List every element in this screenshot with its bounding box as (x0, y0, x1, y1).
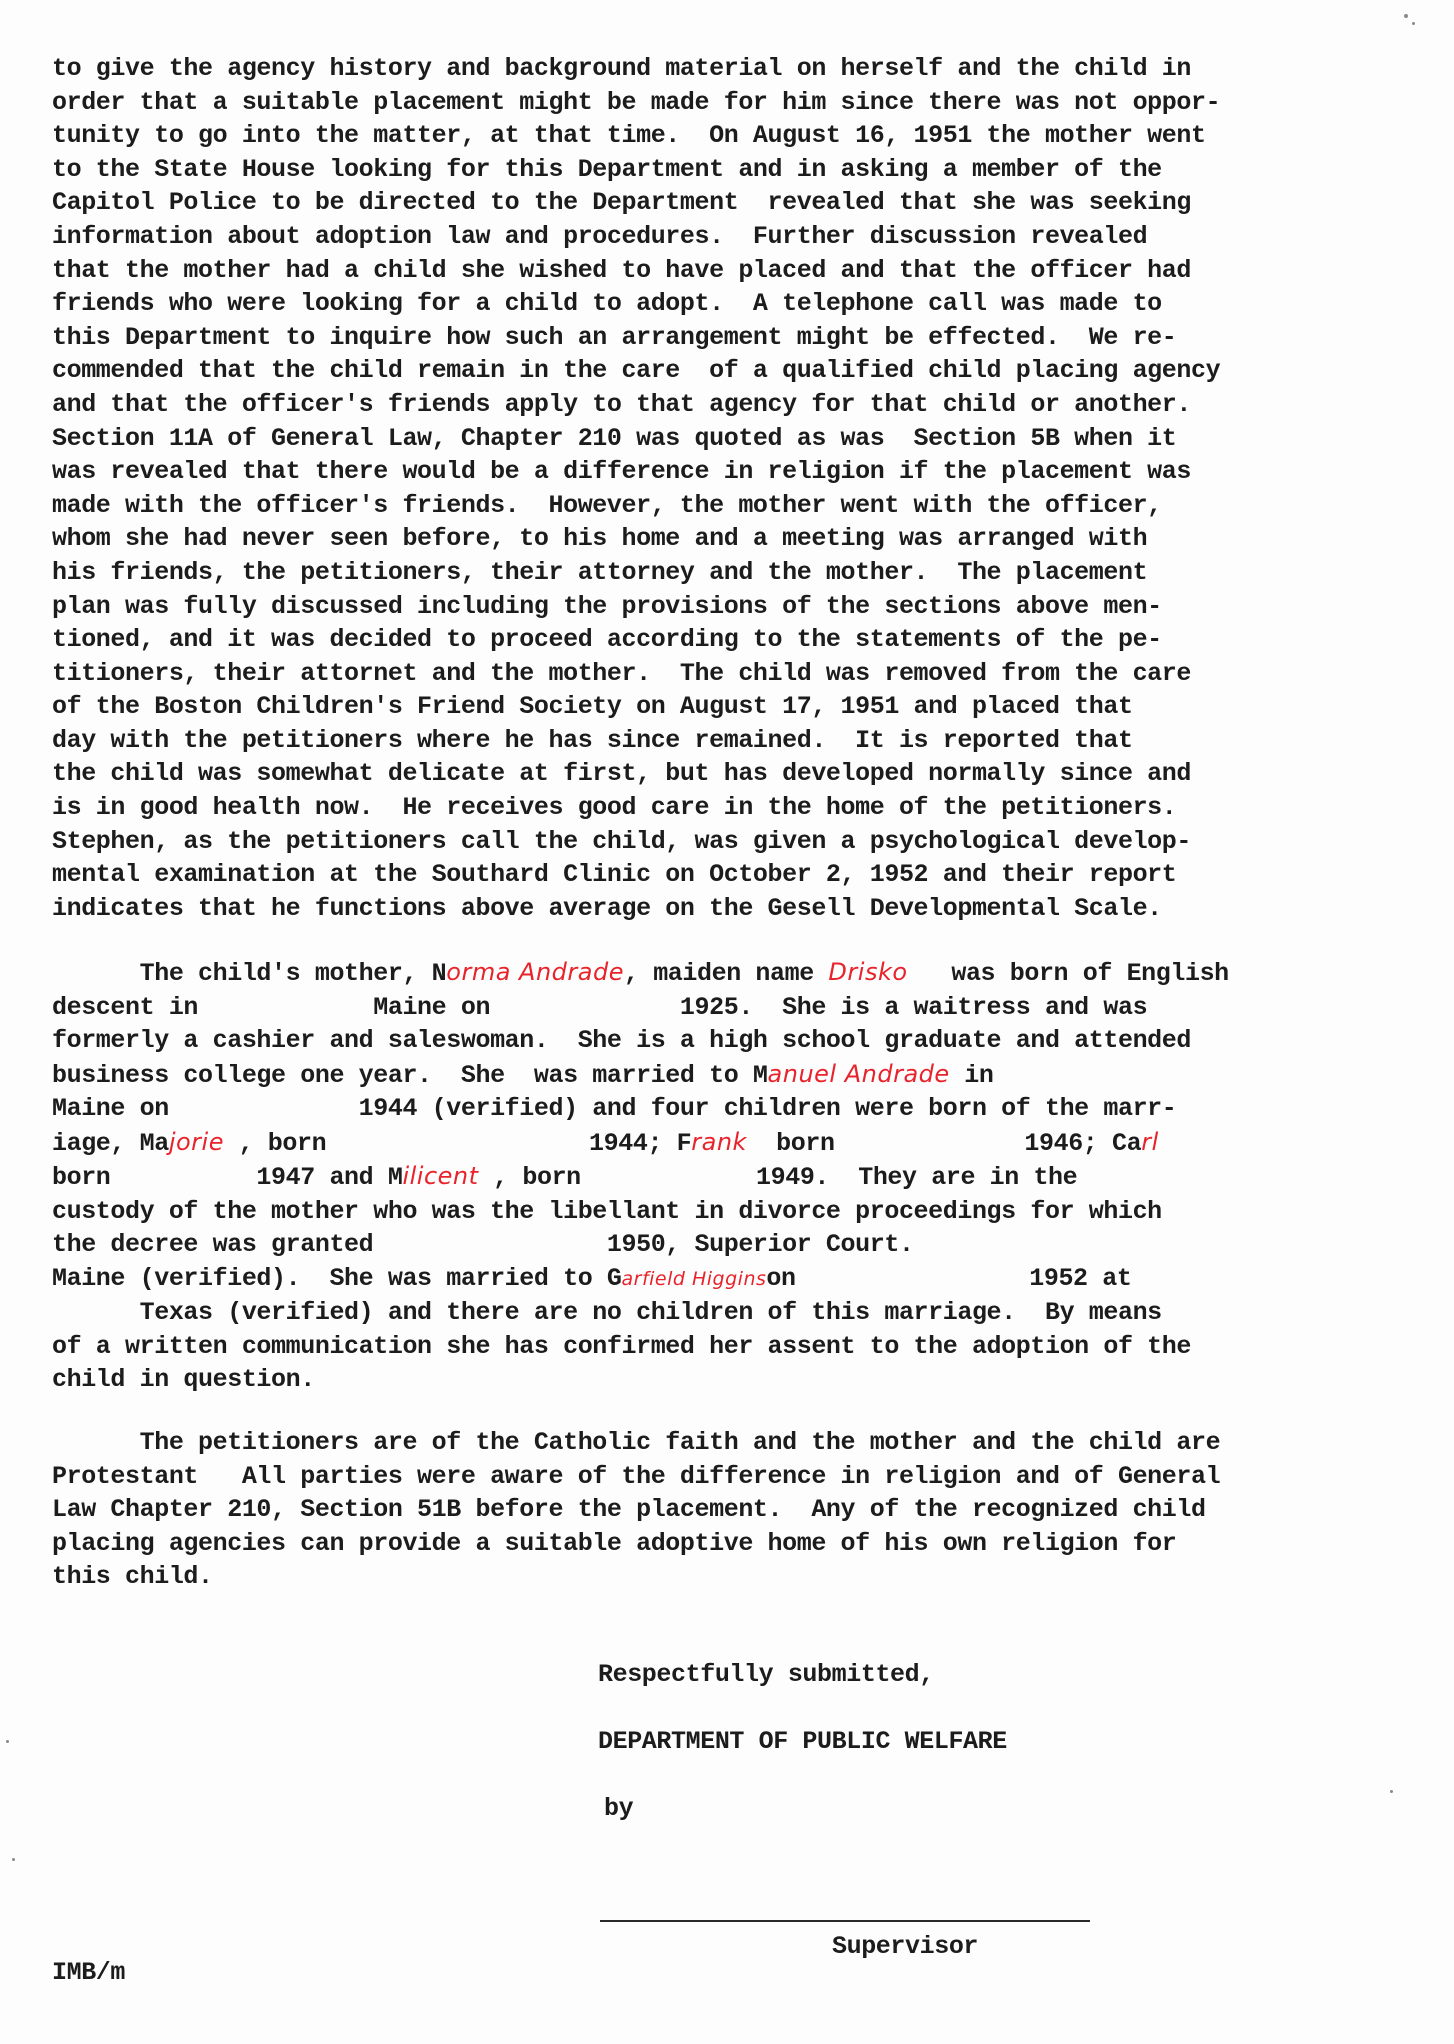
text-line: that the mother had a child she wished to have placed and that the officer had (52, 255, 1191, 285)
paragraph-mother-details (52, 956, 1229, 1397)
text-line: information about adoption law and procedures. Further discussion revealed (52, 221, 1148, 251)
scan-speck (6, 1740, 9, 1743)
text-line: Stephen, as the petitioners call the child, was given a psychological develop- (52, 826, 1191, 856)
text-line: Maine on 1944 (verified) and four children were born of the marr- (52, 1094, 1177, 1123)
scan-speck (1404, 14, 1408, 18)
text-line: custody of the mother who was the libellant in divorce proceedings for which (52, 1196, 1162, 1226)
scan-speck (1412, 22, 1415, 25)
text-line: Capitol Police to be directed to the Department revealed that she was seeking (52, 188, 1191, 218)
text-line: Section 11A of General Law, Chapter 210 was quoted as was Section 5B when it (52, 423, 1177, 453)
text-line: made with the officer's friends. However, the mother went with the officer, (52, 490, 1162, 520)
text-line: formerly a cashier and saleswoman. She is a high school graduate and attended (52, 1026, 1191, 1055)
text-line: the child was somewhat delicate at first, but has developed normally since and (52, 759, 1191, 789)
text-line: Law Chapter 210, Section 51B before the placement. Any of the recognized child (52, 1495, 1206, 1524)
text-line: Texas (verified) and there are no children of this marriage. By means (52, 1298, 1162, 1327)
scan-speck (12, 1858, 15, 1861)
text-line: The child's mother, Norma Andrade, maiden name Drisko was born of English (52, 958, 1229, 988)
closing-supervisor: Supervisor (832, 1932, 979, 1961)
text-line: was revealed that there would be a difference in religion if the placement was (52, 457, 1191, 487)
text-line: commended that the child remain in the care of a qualified child placing agency (52, 356, 1221, 386)
text-line: child in question. (52, 1365, 315, 1394)
text-line: to the State House looking for this Department and in asking a member of the (52, 154, 1162, 184)
text-line: this child. (52, 1562, 213, 1591)
signature-line (600, 1920, 1090, 1922)
text-line: whom she had never seen before, to his home and a meeting was arranged with (52, 524, 1148, 554)
text-line: placing agencies can provide a suitable adoptive home of his own religion for (52, 1528, 1177, 1558)
text-line: indicates that he functions above average on the Gesell Developmental Scale. (52, 893, 1162, 923)
text-line: born 1947 and Milicent , born 1949. They are in the (52, 1162, 1078, 1192)
closing-by: by (604, 1794, 634, 1823)
text-line: titioners, their attornet and the mother. The child was removed from the care (52, 658, 1191, 688)
handwritten-maiden-name: Drisko (828, 958, 908, 986)
text-line: this Department to inquire how such an arrangement might be effected. We re- (52, 322, 1177, 352)
text-line: tioned, and it was decided to proceed according to the statements of the pe- (52, 625, 1162, 655)
handwritten-second-husband-name: arfield Higgins (621, 1267, 767, 1290)
text-line: mental examination at the Southard Clinic on October 2, 1952 and their report (52, 860, 1177, 890)
text-line: of the Boston Children's Friend Society on August 17, 1951 and placed that (52, 692, 1133, 722)
text-line: plan was fully discussed including the provisions of the sections above men- (52, 591, 1162, 621)
text-line: Maine (verified). She was married to Garfield Higginson 1952 at (52, 1263, 1132, 1293)
paragraph-religion (52, 1426, 1220, 1594)
text-line: friends who were looking for a child to adopt. A telephone call was made to (52, 289, 1162, 319)
text-line: of a written communication she has confirmed her assent to the adoption of the (52, 1331, 1191, 1361)
text-line: The petitioners are of the Catholic faith and the mother and the child are (52, 1428, 1221, 1457)
text-line: day with the petitioners where he has since remained. It is reported that (52, 725, 1133, 755)
handwritten-child-name: ilicent (402, 1162, 479, 1190)
scan-speck (1390, 1790, 1393, 1793)
text-line: order that a suitable placement might be made for him since there was not oppor- (52, 87, 1221, 117)
text-line: iage, Majorie , born 1944; Frank born 1946; Carl (52, 1127, 1159, 1158)
handwritten-husband-name: anuel Andrade (767, 1059, 950, 1088)
text-line: Protestant All parties were aware of the difference in religion and of General (52, 1461, 1221, 1491)
typist-initials: IMB/m (52, 1958, 126, 1987)
handwritten-mother-name: orma Andrade (446, 958, 624, 986)
text-line: to give the agency history and background material on herself and the child in (52, 54, 1191, 83)
text-line: tunity to go into the matter, at that time. On August 16, 1951 the mother went (52, 121, 1206, 151)
text-line: and that the officer's friends apply to that agency for that child or another. (52, 389, 1191, 419)
closing-department: DEPARTMENT OF PUBLIC WELFARE (598, 1727, 1007, 1756)
text-line: the decree was granted 1950, Superior Court. (52, 1230, 914, 1259)
text-line: business college one year. She was married to Manuel Andrade in (52, 1059, 994, 1090)
paragraph-placement-history (52, 52, 1220, 925)
text-line: descent in Maine on 1925. She is a waitress and was (52, 992, 1148, 1022)
closing-respectfully: Respectfully submitted, (598, 1660, 934, 1689)
handwritten-child-name: rank (691, 1127, 747, 1156)
text-line: his friends, the petitioners, their attorney and the mother. The placement (52, 557, 1148, 587)
handwritten-child-name: rl (1141, 1127, 1159, 1156)
text-line: is in good health now. He receives good care in the home of the petitioners. (52, 793, 1177, 823)
handwritten-child-name: jorie (168, 1127, 224, 1156)
